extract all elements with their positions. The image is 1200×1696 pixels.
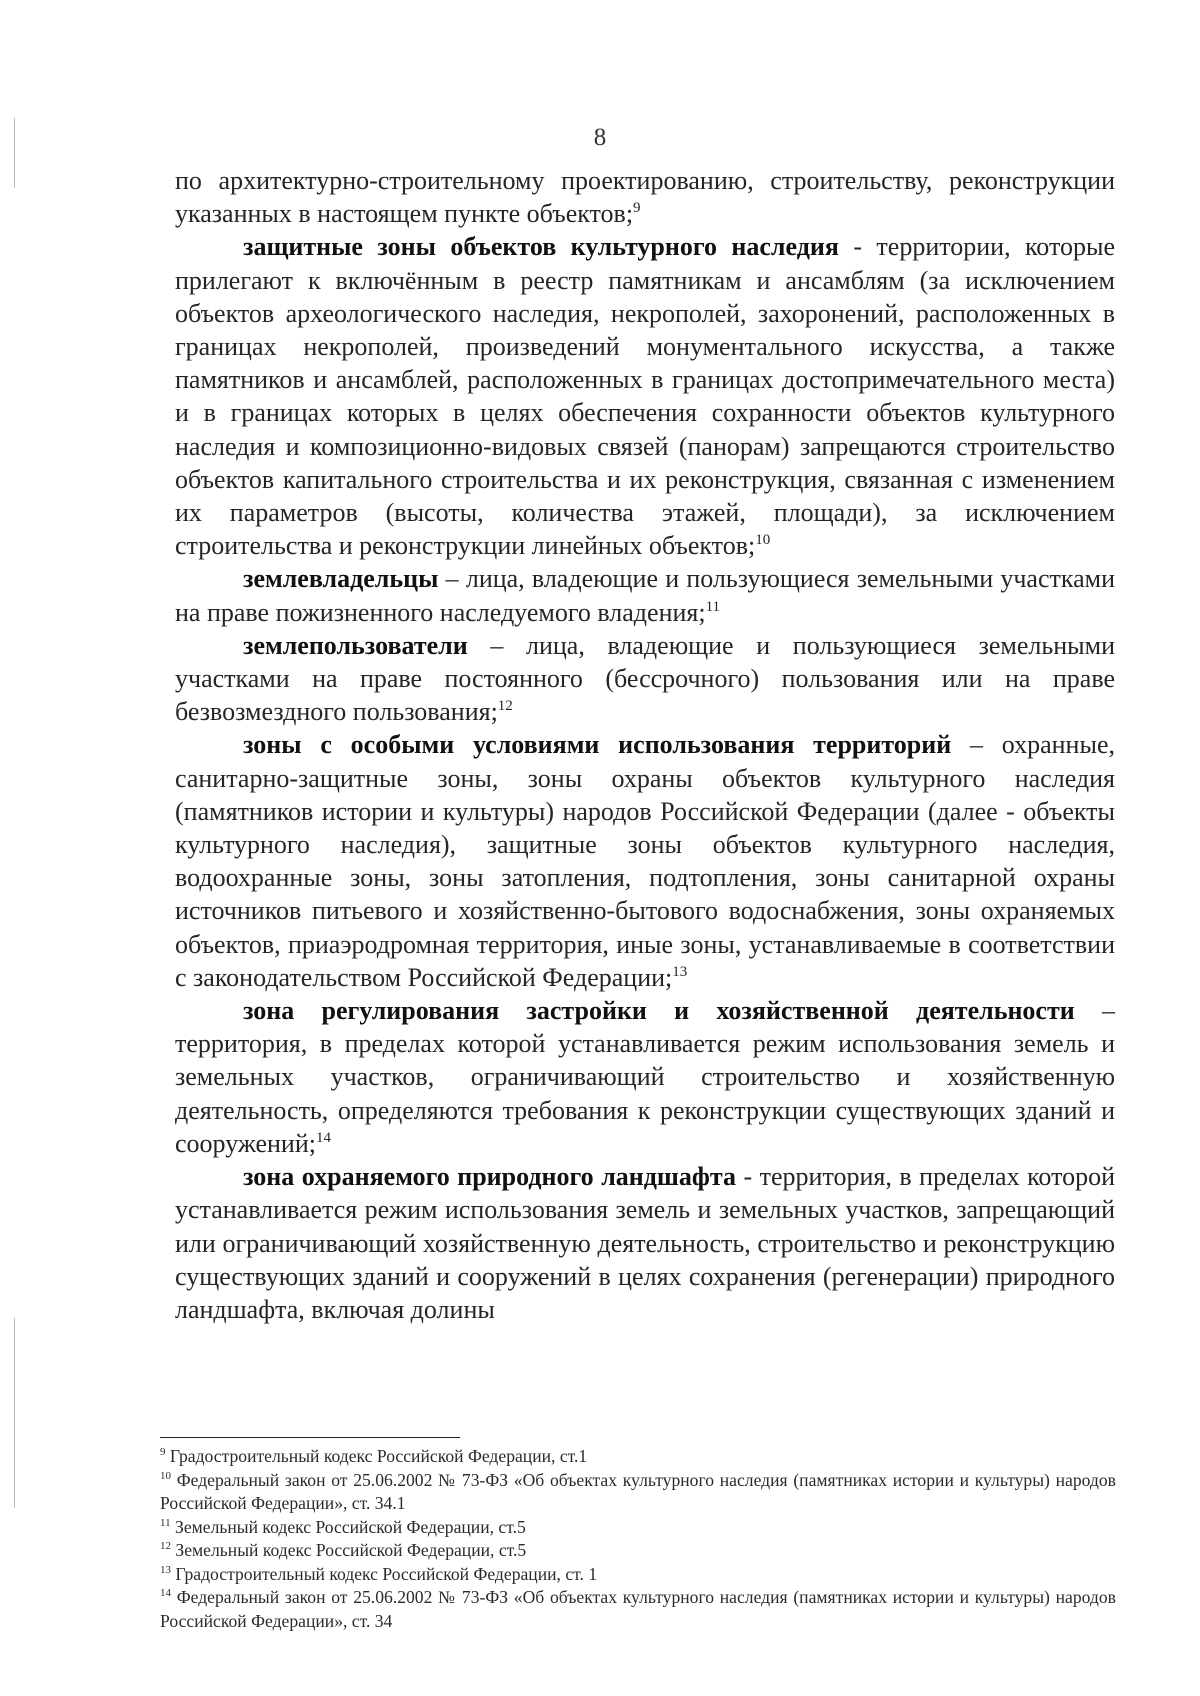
footnote [160, 1563, 1116, 1587]
footnote-text: Федеральный закон от 25.06.2002 № 73-ФЗ «Об объектах культурного наследия (памятниках истории и культуры) народов Российской Федерации», ст. 34.1 [160, 1469, 1116, 1513]
definition-text: - территории, которые прилегают к включённым в реестр памятникам и ансамблям (за исключением объектов археологического наследия, некрополей, захоронений, расположенных в границах некрополей, произведений монументального искусства, а также памятников и ансамблей, расположенных в границах достопримечательного места) и в границах которых в целях обеспечения сохранности объектов культурного наследия и композиционно-видовых связей (панорам) запрещаются строительство объектов капитального строительства и их реконструкция, связанная с изменением их параметров (высоты, количества этажей, площади), за исключением строительства и реконструкции линейных объектов; [175, 232, 1115, 561]
footnote-text: Земельный кодекс Российской Федерации, ст.5 [175, 1516, 526, 1537]
main-text [175, 164, 1115, 1326]
definition-text: – охранные, санитарно-защитные зоны, зоны охраны объектов культурного наследия (памятников истории и культуры) народов Российской Федерации (далее - объекты культурного наследия), защитные зоны объектов культурного наследия, водоохранные зоны, зоны затопления, подтопления, зоны санитарной охраны источников питьевого и хозяйственно-бытового водоснабжения, зоны охраняемых объектов, приаэродромная территория, иные зоны, устанавливаемые в соответствии с законодательством Российской Федерации; [175, 730, 1115, 992]
defined-term: землепользователи [243, 630, 468, 660]
definition-paragraph [175, 994, 1115, 1160]
defined-term: зоны с особыми условиями использования территорий [243, 730, 952, 760]
footnote [160, 1539, 1116, 1563]
defined-term: защитные зоны объектов культурного наследия [243, 232, 839, 262]
footnote-number: 14 [160, 1587, 171, 1599]
footnote-text: Федеральный закон от 25.06.2002 № 73-ФЗ «Об объектах культурного наследия (памятниках истории и культуры) народов Российской Федерации», ст. 34 [160, 1587, 1116, 1631]
footnote [160, 1516, 1116, 1540]
footnote-ref: 10 [755, 532, 771, 549]
definition-paragraph [175, 1160, 1115, 1326]
defined-term: зона регулирования застройки и хозяйственной деятельности [243, 996, 1075, 1026]
definition-text: – территория, в пределах которой устанавливается режим использования земель и земельных участков, ограничивающий строительство и хозяйственную деятельность, определяются требования к реконструкции существующих зданий и сооружений; [175, 996, 1115, 1158]
definition-paragraph [175, 728, 1115, 994]
footnote [160, 1586, 1116, 1633]
paragraph-text: по архитектурно-строительному проектированию, строительству, реконструкции указанных в настоящем пункте объектов; [175, 166, 1115, 229]
footnote-text: Градостроительный кодекс Российской Федерации, ст.1 [169, 1446, 588, 1466]
footnote [160, 1469, 1116, 1516]
definition-paragraph [175, 562, 1115, 628]
footnote-separator [160, 1437, 460, 1438]
definition-text: – лица, владеющие и пользующиеся земельными участками на праве постоянного (бессрочного) пользования или на праве безвозмездного пользования; [175, 630, 1115, 727]
definition-text: - территория, в пределах которой устанавливается режим использования земель и земельных участков, запрещающий или ограничивающий хозяйственную деятельность, строительство и реконструкцию существующих зданий и сооружений в целях сохранения (регенерации) природного ландшафта, включая долины [175, 1162, 1116, 1324]
footnote-number: 12 [160, 1540, 171, 1552]
paragraph [175, 164, 1115, 230]
footnote-number: 13 [160, 1563, 171, 1576]
footnote-text: Земельный кодекс Российской Федерации, ст.5 [175, 1540, 527, 1560]
footnote [160, 1445, 1116, 1469]
footnote-ref: 9 [633, 200, 641, 217]
footnotes [160, 1445, 1116, 1633]
footnote-text: Градостроительный кодекс Российской Федерации, ст. 1 [175, 1563, 598, 1584]
footnote-ref: 12 [497, 698, 513, 715]
defined-term: зона охраняемого природного ландшафта [243, 1162, 736, 1192]
defined-term: землевладельцы [243, 564, 439, 594]
footnote-number: 11 [160, 1516, 171, 1529]
footnote-number: 9 [160, 1446, 166, 1458]
footnote-ref: 11 [705, 598, 721, 615]
definition-text: – лица, владеющие и пользующиеся земельными участками на праве пожизненного наследуемого владения; [175, 564, 1115, 627]
definition-paragraph [175, 629, 1115, 729]
scan-margin-mark [14, 1318, 15, 1508]
definition-paragraph [175, 230, 1115, 562]
page-number: 8 [593, 124, 607, 151]
footnote-ref: 13 [672, 963, 688, 980]
footnote-number: 10 [160, 1469, 171, 1482]
footnote-ref: 14 [315, 1129, 331, 1146]
